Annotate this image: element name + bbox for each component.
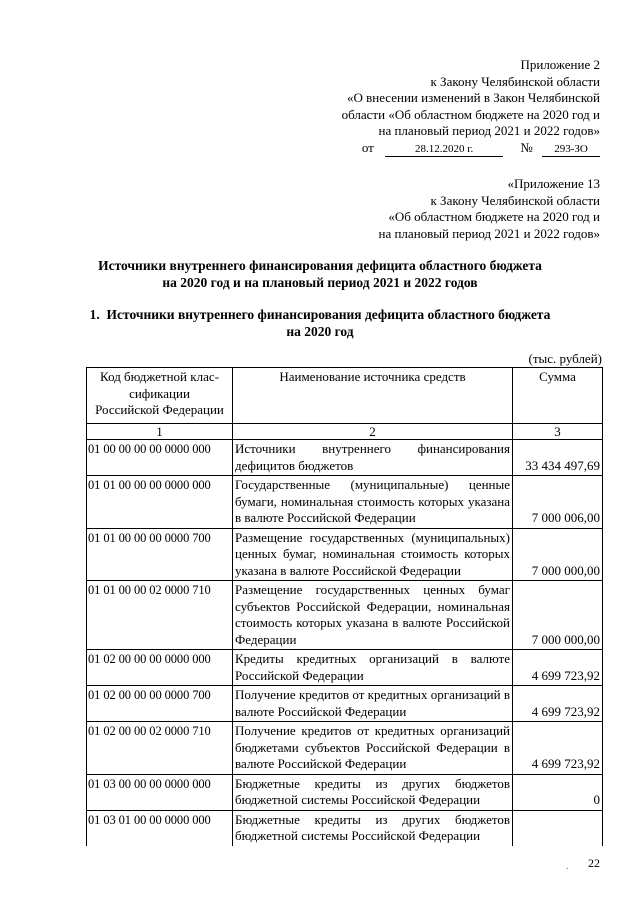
annex-line: области «Об областном бюджете на 2020 год и [341, 106, 600, 122]
table-row [87, 810, 603, 846]
annex2-line: к Закону Челябинской области [430, 192, 600, 208]
title-line: на 2020 год и на плановый период 2021 и 2022 годов [162, 275, 478, 290]
annex2-line: «Приложение 13 [507, 176, 600, 191]
table-row [87, 686, 603, 722]
section-title-line: на 2020 год [286, 324, 354, 339]
annex-line: к Закону Челябинской области [430, 73, 600, 89]
budget-code: 01 01 00 00 02 0000 710 [87, 581, 233, 650]
budget-code: 01 03 00 00 00 0000 000 [87, 774, 233, 810]
number-prefix: № [520, 139, 533, 155]
amount: 7 000 000,00 [513, 528, 603, 581]
source-name: Кредиты кредитных организаций в валюте Российской Федерации [233, 650, 513, 686]
column-number: 3 [513, 424, 603, 440]
column-number-row [87, 424, 603, 440]
source-name: Получение кредитов от кредитных организаций в валюте Российской Федерации [233, 686, 513, 722]
budget-code: 01 00 00 00 00 0000 000 [87, 440, 233, 476]
table-row [87, 581, 603, 650]
table-row [87, 722, 603, 775]
budget-code: 01 01 00 00 00 0000 000 [87, 476, 233, 529]
document-title [60, 257, 580, 291]
source-name: Источники внутреннего финансирования дефицитов бюджетов [233, 440, 513, 476]
budget-code: 01 02 00 00 00 0000 000 [87, 650, 233, 686]
budget-code: 01 01 00 00 00 0000 700 [87, 528, 233, 581]
law-number: 293-ЗО [542, 143, 600, 157]
law-date: 28.12.2020 г. [385, 143, 503, 157]
amount: 4 699 723,92 [513, 722, 603, 775]
amount: 7 000 000,00 [513, 581, 603, 650]
section-title [60, 306, 580, 340]
amount: 0 [513, 774, 603, 810]
budget-code: 01 02 00 00 00 0000 700 [87, 686, 233, 722]
table-header-row [87, 368, 603, 424]
source-name: Размещение государственных (муниципальных) ценных бумаг, номинальная стоимость которых указана в валюте Российской Федерации [233, 528, 513, 581]
table-row [87, 440, 603, 476]
annex2-line: «Об областном бюджете на 2020 год и [388, 209, 600, 224]
header-code: Код бюджетной клас- сификации Российской Федерации [87, 368, 233, 424]
amount: 4 699 723,92 [513, 650, 603, 686]
amount: 33 434 497,69 [513, 440, 603, 476]
financing-sources-table [86, 367, 603, 846]
annex-date-line [342, 140, 600, 157]
date-prefix: от [361, 139, 374, 155]
budget-code: 01 03 01 00 00 0000 000 [87, 810, 233, 846]
column-number: 2 [233, 424, 513, 440]
annex-line: на плановый период 2021 и 2022 годов» [378, 123, 600, 138]
source-name: Получение кредитов от кредитных организаций бюджетами субъектов Российской Федерации в валюте Российской Федерации [233, 722, 513, 775]
source-name: Бюджетные кредиты из других бюджетов бюджетной системы Российской Федерации [233, 810, 513, 846]
budget-code: 01 02 00 00 02 0000 710 [87, 722, 233, 775]
table-row [87, 650, 603, 686]
annex2-line: на плановый период 2021 и 2022 годов» [378, 225, 600, 241]
table-row [87, 528, 603, 581]
page-number: 22 [588, 856, 600, 870]
annex-header [342, 57, 600, 157]
source-name: Размещение государственных ценных бумаг субъектов Российской Федерации, номинальная стоимость которых указана в валюте Российской Федерации [233, 581, 513, 650]
source-name: Государственные (муниципальные) ценные бумаги, номинальная стоимость которых указана в валюте Российской Федерации [233, 476, 513, 529]
column-number: 1 [87, 424, 233, 440]
units-label: (тыс. рублей) [528, 351, 602, 366]
annex-line: Приложение 2 [520, 57, 600, 72]
section-title-line: 1. Источники внутреннего финансирования дефицита областного бюджета [89, 307, 551, 322]
source-name: Бюджетные кредиты из других бюджетов бюджетной системы Российской Федерации [233, 774, 513, 810]
amount: 7 000 006,00 [513, 476, 603, 529]
title-line: Источники внутреннего финансирования дефицита областного бюджета [98, 258, 542, 273]
annex-line: «О внесении изменений в Закон Челябинской [346, 90, 600, 105]
annex2-header [379, 176, 601, 242]
header-name: Наименование источника средств [233, 368, 513, 424]
page-mark: . [566, 861, 569, 872]
table-row [87, 774, 603, 810]
amount: 4 699 723,92 [513, 686, 603, 722]
amount [513, 810, 603, 846]
table-row [87, 476, 603, 529]
header-sum: Сумма [513, 368, 603, 424]
